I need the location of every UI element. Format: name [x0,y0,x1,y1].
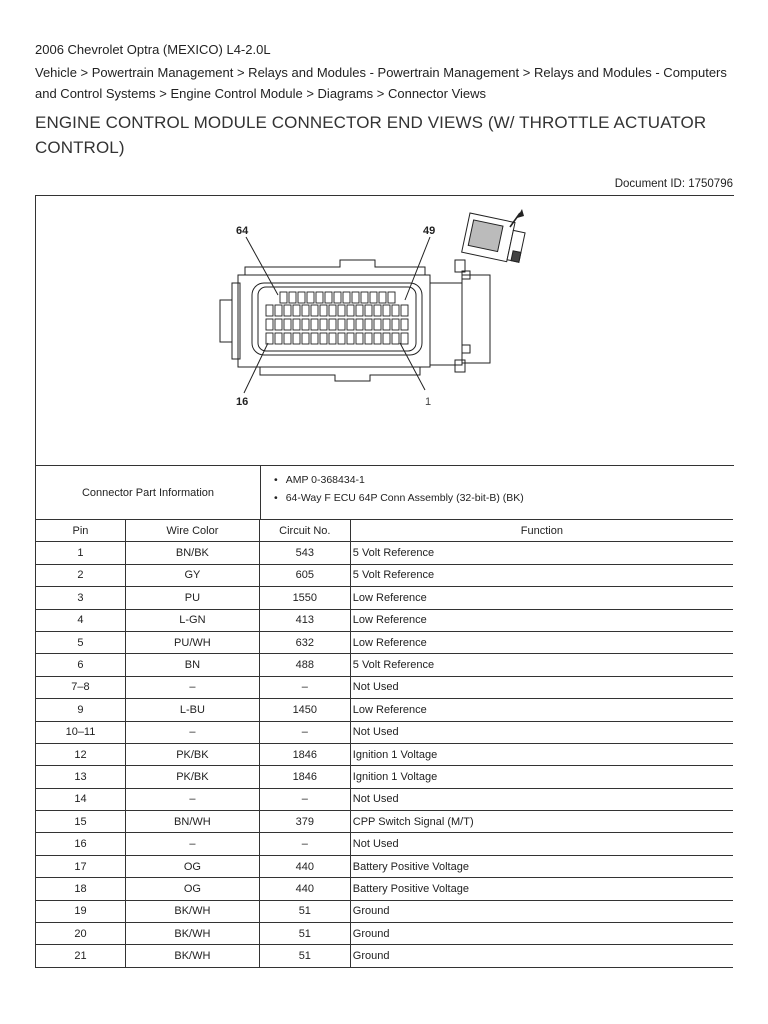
cell-pin: 16 [36,833,126,855]
connector-thumbnail-icon [462,213,527,264]
table-row [36,654,734,676]
table-row [36,833,734,855]
connector-info-item: • 64-Way F ECU 64P Conn Assembly (32-bit-B) (BK) [274,489,524,507]
connector-part-info [35,465,734,520]
table-row [36,811,734,833]
cell-wire-color: BN [125,654,259,676]
cell-pin: 2 [36,564,126,586]
cell-pin: 6 [36,654,126,676]
cell-wire-color: BN/WH [125,811,259,833]
cell-function: Ground [350,923,733,945]
cell-circuit-no: – [259,833,350,855]
cell-pin: 18 [36,878,126,900]
header-pin: Pin [36,520,126,542]
header-circuit-no: Circuit No. [259,520,350,542]
connector-diagram [200,205,550,410]
header-function: Function [350,520,733,542]
pin-label-1: 1 [425,396,432,408]
table-row [36,945,734,967]
table-row [36,631,734,653]
cell-pin: 17 [36,855,126,877]
pin-label-64: 64 [236,225,249,237]
cell-wire-color: BK/WH [125,945,259,967]
cell-function: Low Reference [350,699,733,721]
arrow-up-right-icon [510,209,524,227]
cell-circuit-no: 440 [259,855,350,877]
cell-pin: 20 [36,923,126,945]
table-row [36,878,734,900]
table-row [36,766,734,788]
breadcrumb: Vehicle > Powertrain Management > Relays and Modules - Powertrain Management > Relays and Modules - Computers and Control Systems > Engine Control Module > Diagrams > Connector Views [35,65,727,101]
cell-circuit-no: 605 [259,564,350,586]
cell-function: Not Used [350,676,733,698]
cell-pin: 21 [36,945,126,967]
table-row [36,542,734,564]
cell-circuit-no: 1846 [259,743,350,765]
cell-wire-color: – [125,721,259,743]
page-title: ENGINE CONTROL MODULE CONNECTOR END VIEWS (W/ THROTTLE ACTUATOR CONTROL) [35,113,707,157]
cell-wire-color: PU/WH [125,631,259,653]
cell-function: Not Used [350,833,733,855]
cell-wire-color: – [125,833,259,855]
cell-function: Low Reference [350,631,733,653]
cell-function: Ignition 1 Voltage [350,743,733,765]
cell-function: 5 Volt Reference [350,654,733,676]
cell-function: Low Reference [350,587,733,609]
cell-function: Ignition 1 Voltage [350,766,733,788]
cell-wire-color: BK/WH [125,923,259,945]
cell-function: Ground [350,900,733,922]
cell-wire-color: L-BU [125,699,259,721]
cell-pin: 14 [36,788,126,810]
table-row [36,676,734,698]
table-row [36,900,734,922]
cell-circuit-no: 51 [259,945,350,967]
table-row [36,609,734,631]
table-row [36,587,734,609]
pin-label-49: 49 [423,225,436,237]
cell-function: Low Reference [350,609,733,631]
cell-pin: 5 [36,631,126,653]
cell-function: Battery Positive Voltage [350,855,733,877]
cell-circuit-no: 51 [259,923,350,945]
cell-circuit-no: 413 [259,609,350,631]
table-row [36,788,734,810]
cell-wire-color: – [125,676,259,698]
cell-function: 5 Volt Reference [350,542,733,564]
cell-function: Not Used [350,788,733,810]
cell-circuit-no: – [259,788,350,810]
cell-circuit-no: 543 [259,542,350,564]
connector-info-list [274,471,524,507]
cell-function: 5 Volt Reference [350,564,733,586]
cell-pin: 9 [36,699,126,721]
table-row [36,743,734,765]
table-row [36,564,734,586]
cell-wire-color: BN/BK [125,542,259,564]
cell-circuit-no: 379 [259,811,350,833]
cell-wire-color: PK/BK [125,743,259,765]
cell-wire-color: GY [125,564,259,586]
table-row [36,855,734,877]
cell-circuit-no: 1550 [259,587,350,609]
cell-pin: 4 [36,609,126,631]
cell-wire-color: PU [125,587,259,609]
cell-pin: 10–11 [36,721,126,743]
cell-circuit-no: 632 [259,631,350,653]
pin-table-body [36,542,734,967]
cell-circuit-no: 1450 [259,699,350,721]
cell-function: CPP Switch Signal (M/T) [350,811,733,833]
table-row [36,923,734,945]
pin-table [35,519,733,968]
cell-wire-color: – [125,788,259,810]
connector-info-label: Connector Part Information [36,466,261,520]
connector-info-item: • AMP 0-368434-1 [274,471,524,489]
table-header-row [36,520,734,542]
table-row [36,699,734,721]
cell-pin: 1 [36,542,126,564]
cell-circuit-no: 51 [259,900,350,922]
cell-circuit-no: – [259,721,350,743]
cell-wire-color: OG [125,878,259,900]
cell-wire-color: L-GN [125,609,259,631]
cell-pin: 13 [36,766,126,788]
vehicle-title: 2006 Chevrolet Optra (MEXICO) L4-2.0L [35,42,271,57]
cell-circuit-no: 1846 [259,766,350,788]
table-row [36,721,734,743]
cell-function: Not Used [350,721,733,743]
cell-pin: 19 [36,900,126,922]
cell-pin: 7–8 [36,676,126,698]
cell-circuit-no: 488 [259,654,350,676]
cell-pin: 12 [36,743,126,765]
cell-function: Ground [350,945,733,967]
cell-pin: 15 [36,811,126,833]
cell-circuit-no: 440 [259,878,350,900]
cell-function: Battery Positive Voltage [350,878,733,900]
cell-pin: 3 [36,587,126,609]
header-wire-color: Wire Color [125,520,259,542]
cell-wire-color: BK/WH [125,900,259,922]
pin-label-16: 16 [236,396,249,408]
cell-wire-color: PK/BK [125,766,259,788]
cell-wire-color: OG [125,855,259,877]
cell-circuit-no: – [259,676,350,698]
document-id: Document ID: 1750796 [614,178,733,190]
